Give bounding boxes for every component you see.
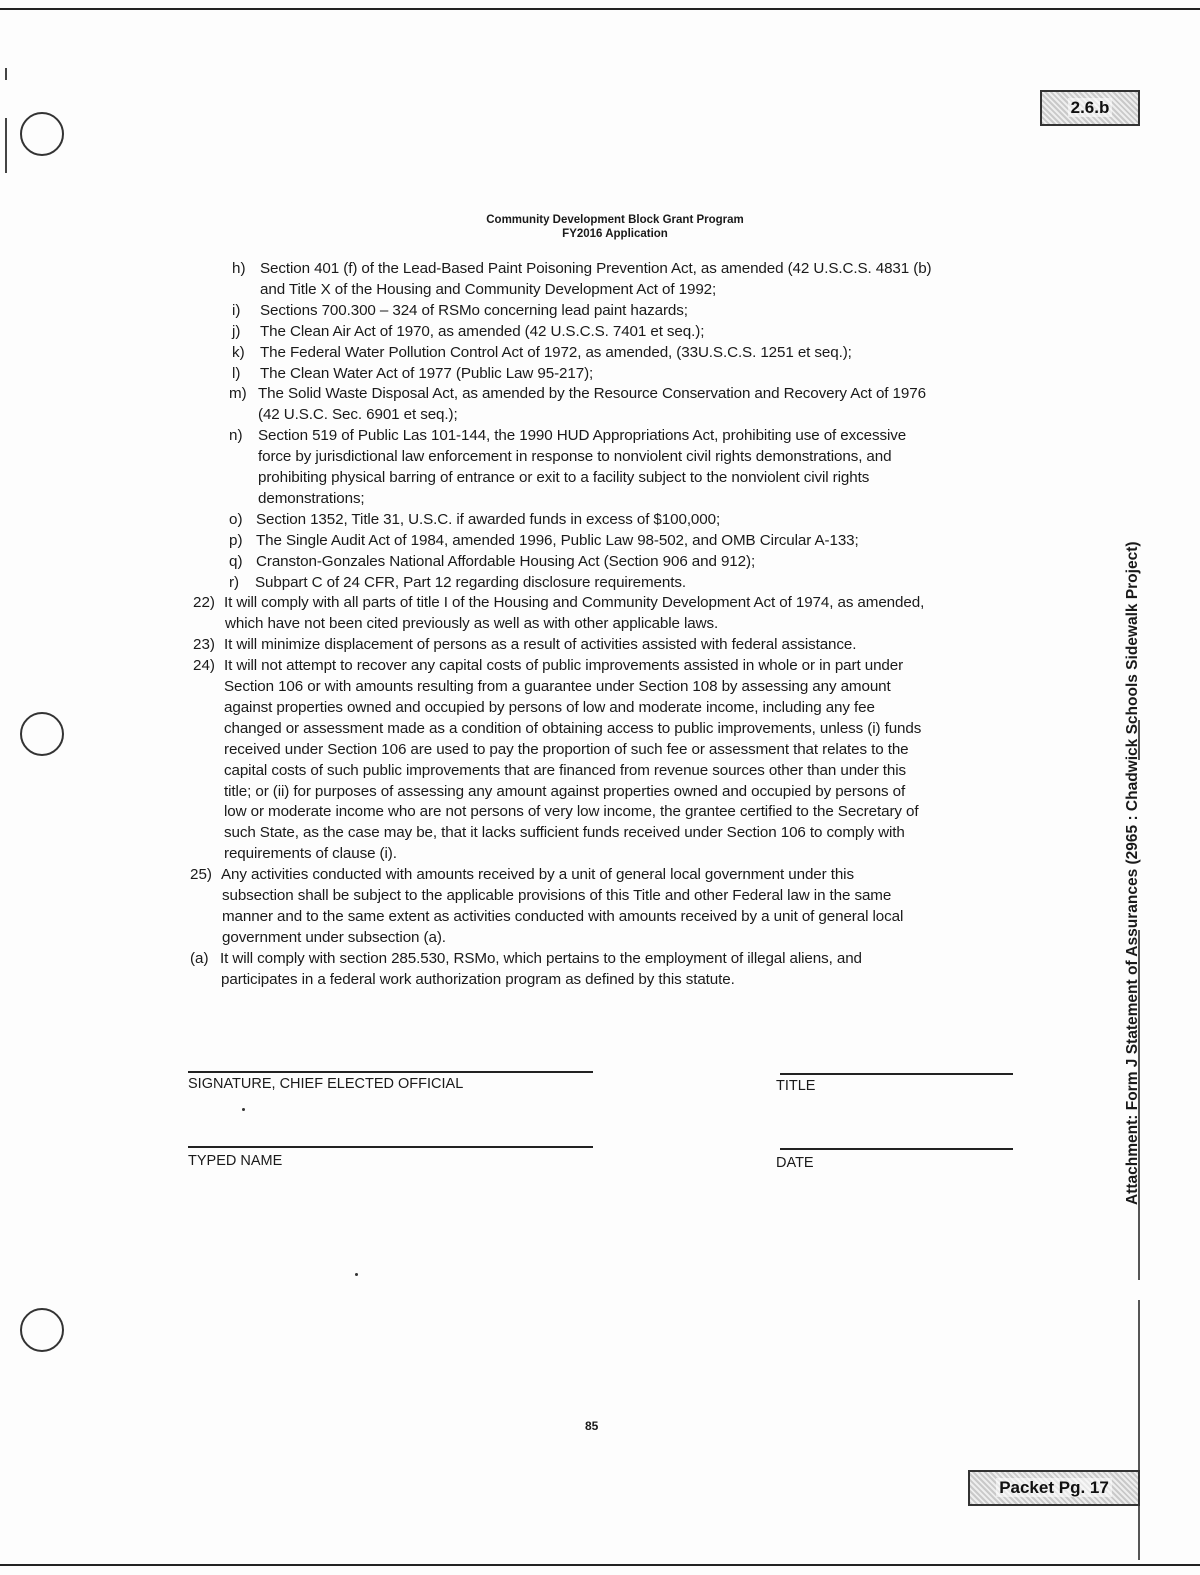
list-item-line: low or moderate income who are not persons of very low income, the grantee certified to the Secretary of <box>224 803 919 821</box>
top-page-border <box>0 8 1200 10</box>
list-item-line: requirements of clause (i). <box>224 845 397 863</box>
list-item-label: r) <box>229 573 240 591</box>
scan-edge-mark <box>1138 1300 1140 1560</box>
title-label: TITLE <box>776 1078 816 1094</box>
scan-edge-mark <box>5 68 7 80</box>
list-item-label: m) <box>229 385 247 403</box>
attachment-side-label: Attachment: Form J Statement of Assurances (2965 : Chadwick Schools Sidewalk Project) <box>1124 541 1141 1205</box>
list-item-line: and Title X of the Housing and Community Development Act of 1992; <box>260 280 717 298</box>
list-item-line: It will not attempt to recover any capital costs of public improvements assisted in whole or in part under <box>224 657 904 675</box>
list-item-line: Section 1352, Title 31, U.S.C. if awarded funds in excess of $100,000; <box>256 510 721 528</box>
list-item-line: The Solid Waste Disposal Act, as amended by the Resource Conservation and Recovery Act of 1976 <box>258 385 926 403</box>
scan-speck <box>355 1273 358 1276</box>
date-line <box>780 1148 1013 1150</box>
bottom-page-border <box>0 1564 1200 1566</box>
document-header <box>400 213 830 241</box>
list-item-line: It will comply with section 285.530, RSMo, which pertains to the employment of illegal aliens, and <box>220 949 862 967</box>
scan-speck <box>242 1108 245 1111</box>
list-item-label: 23) <box>193 636 215 654</box>
list-item-line: Section 519 of Public Las 101-144, the 1990 HUD Appropriations Act, prohibiting use of excessive <box>258 427 907 445</box>
list-item-label: 24) <box>193 657 215 675</box>
list-item-line: Subpart C of 24 CFR, Part 12 regarding disclosure requirements. <box>255 573 686 591</box>
binder-hole <box>20 712 64 756</box>
list-item-label: n) <box>229 427 243 445</box>
list-item-line: participates in a federal work authorization program as defined by this statute. <box>221 970 735 988</box>
list-item-label: q) <box>229 552 243 570</box>
list-item-label: o) <box>229 510 243 528</box>
list-item-line: Section 401 (f) of the Lead-Based Paint Poisoning Prevention Act, as amended (42 U.S.C.S. 4831 (b) <box>260 260 932 277</box>
list-item-line: against properties owned and occupied by persons of low and moderate income, including any fee <box>224 698 875 716</box>
list-item-line: government under subsection (a). <box>222 928 446 946</box>
list-item-line: changed or assessment made as a condition of obtaining access to public improvements, unless (i) funds <box>224 719 922 737</box>
list-item-line: It will comply with all parts of title I of the Housing and Community Development Act of 1974, as amended, <box>224 594 925 612</box>
list-item-line: The Clean Water Act of 1977 (Public Law 95-217); <box>260 364 594 382</box>
list-item-line: title; or (ii) for purposes of assessing any amount against properties owned and occupied by persons of <box>224 782 906 800</box>
list-item-line: force by jurisdictional law enforcement in response to nonviolent civil rights demonstrations, and <box>258 448 892 466</box>
list-item-label: l) <box>232 364 241 382</box>
application-year: FY2016 Application <box>562 228 668 240</box>
list-item-line: received under Section 106 are used to pay the proportion of such fee or assessment that relates to the <box>224 740 909 758</box>
list-item-line: Any activities conducted with amounts received by a unit of general local government under this <box>221 866 854 884</box>
binder-hole <box>20 112 64 156</box>
list-item-label: j) <box>232 322 241 340</box>
list-item-line: such State, as the case may be, that it lacks sufficient funds received under Section 106 to comply with <box>224 824 905 842</box>
list-item-line: prohibiting physical barring of entrance or exit to a facility subject to the nonviolent civil rights <box>258 469 870 486</box>
title-line <box>780 1073 1013 1075</box>
list-item-line: Cranston-Gonzales National Affordable Housing Act (Section 906 and 912); <box>256 552 756 570</box>
list-item-line: (42 U.S.C. Sec. 6901 et seq.); <box>258 406 458 424</box>
typed-name-line <box>188 1146 593 1148</box>
list-item-line: subsection shall be subject to the applicable provisions of this Title and other Federal law in the same <box>222 887 892 904</box>
typed-name-label: TYPED NAME <box>188 1153 283 1169</box>
list-item-label: h) <box>232 260 246 277</box>
date-label: DATE <box>776 1155 814 1171</box>
list-item-line: The Single Audit Act of 1984, amended 1996, Public Law 98-502, and OMB Circular A-133; <box>256 531 859 549</box>
agenda-item-stamp <box>1040 90 1140 126</box>
list-item-label: p) <box>229 531 243 549</box>
list-item-line: The Federal Water Pollution Control Act of 1972, as amended, (33U.S.C.S. 1251 et seq.); <box>260 343 852 361</box>
program-title: Community Development Block Grant Program <box>486 214 744 226</box>
list-item-line: demonstrations; <box>258 489 365 507</box>
binder-hole <box>20 1308 64 1352</box>
list-item-label: k) <box>232 343 245 361</box>
list-item-line: It will minimize displacement of persons as a result of activities assisted with federal assistance. <box>224 636 857 654</box>
list-item-line: Sections 700.300 – 324 of RSMo concerning lead paint hazards; <box>260 301 688 319</box>
list-item-line: which have not been cited previously as well as with other applicable laws. <box>225 615 719 633</box>
list-item-line: capital costs of such public improvements that are financed from revenue sources other than under this <box>224 761 907 779</box>
list-item-label: (a) <box>190 949 209 967</box>
list-item-line: The Clean Air Act of 1970, as amended (42 U.S.C.S. 7401 et seq.); <box>260 322 705 340</box>
packet-page-number: Packet Pg. 17 <box>996 1478 1112 1497</box>
list-item-label: 22) <box>193 594 215 612</box>
scan-edge-mark <box>5 118 7 173</box>
signature-label: SIGNATURE, CHIEF ELECTED OFFICIAL <box>188 1076 464 1092</box>
list-item-line: Section 106 or with amounts resulting from a guarantee under Section 108 by assessing any amount <box>224 678 891 695</box>
list-item-label: 25) <box>190 866 212 884</box>
list-item-label: i) <box>232 301 241 319</box>
list-item-line: manner and to the same extent as activities conducted with amounts received by a unit of general local <box>222 907 904 925</box>
packet-page-stamp <box>968 1470 1140 1506</box>
signature-line <box>188 1071 593 1073</box>
agenda-item-number: 2.6.b <box>1068 98 1113 117</box>
page-number: 85 <box>585 1419 599 1433</box>
